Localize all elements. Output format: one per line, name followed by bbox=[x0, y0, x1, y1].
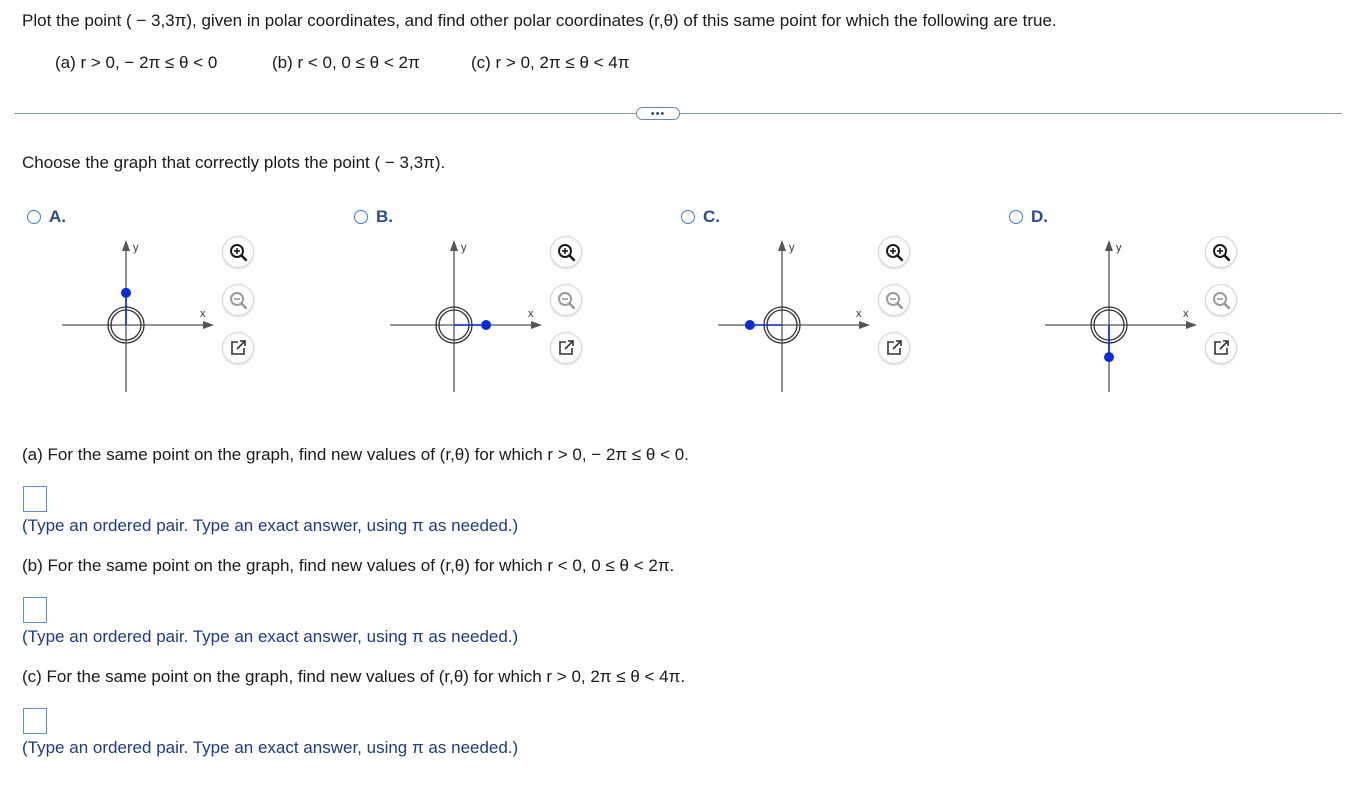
open-graph-button-b[interactable] bbox=[551, 333, 581, 363]
y-axis-arrow bbox=[1105, 240, 1113, 251]
zoom-out-icon bbox=[885, 291, 903, 309]
option-a[interactable] bbox=[27, 207, 66, 227]
zoom-in-button-d[interactable] bbox=[1206, 237, 1236, 267]
zoom-in-icon bbox=[1212, 243, 1230, 261]
zoom-in-button-b[interactable] bbox=[551, 237, 581, 267]
option-b[interactable] bbox=[354, 207, 393, 227]
x-axis-label: x bbox=[856, 308, 862, 320]
option-letter-b: B. bbox=[376, 207, 393, 226]
answer-input-c[interactable] bbox=[23, 708, 47, 734]
plotted-point bbox=[481, 320, 491, 330]
open-external-icon bbox=[229, 339, 247, 357]
condition-a: (a) r > 0, − 2π ≤ θ < 0 bbox=[55, 53, 218, 72]
zoom-in-icon bbox=[557, 243, 575, 261]
part-a-prompt: (a) For the same point on the graph, find new values of (r,θ) for which r > 0, − 2π ≤ θ < 0. bbox=[22, 445, 689, 464]
y-axis-label: y bbox=[1116, 242, 1122, 254]
option-letter-a: A. bbox=[49, 207, 66, 226]
y-axis-arrow bbox=[778, 240, 786, 251]
x-axis-label: x bbox=[1183, 308, 1189, 320]
zoom-in-button-c[interactable] bbox=[879, 237, 909, 267]
zoom-out-button-d[interactable] bbox=[1206, 285, 1236, 315]
plotted-point bbox=[745, 320, 755, 330]
open-external-icon bbox=[1212, 339, 1230, 357]
zoom-out-icon bbox=[557, 291, 575, 309]
x-axis-label: x bbox=[528, 308, 534, 320]
part-c-prompt: (c) For the same point on the graph, find new values of (r,θ) for which r > 0, 2π ≤ θ < 4π. bbox=[22, 667, 686, 686]
plotted-point bbox=[121, 288, 131, 298]
polar-graph-d bbox=[1043, 232, 1213, 397]
zoom-out-button-c[interactable] bbox=[879, 285, 909, 315]
open-external-icon bbox=[885, 339, 903, 357]
x-axis-label: x bbox=[200, 308, 206, 320]
answer-input-a[interactable] bbox=[23, 486, 47, 512]
zoom-in-button-a[interactable] bbox=[223, 237, 253, 267]
part-b-hint: (Type an ordered pair. Type an exact answer, using π as needed.) bbox=[22, 627, 519, 646]
option-letter-d: D. bbox=[1031, 207, 1048, 226]
open-external-icon bbox=[557, 339, 575, 357]
part-a-hint: (Type an ordered pair. Type an exact answer, using π as needed.) bbox=[22, 516, 519, 535]
plotted-point bbox=[1104, 352, 1114, 362]
zoom-out-icon bbox=[229, 291, 247, 309]
zoom-out-icon bbox=[1212, 291, 1230, 309]
zoom-out-button-b[interactable] bbox=[551, 285, 581, 315]
y-axis-label: y bbox=[789, 242, 795, 254]
condition-c: (c) r > 0, 2π ≤ θ < 4π bbox=[471, 53, 630, 72]
option-letter-c: C. bbox=[703, 207, 720, 226]
x-axis-arrow bbox=[531, 321, 542, 329]
radio-button-d[interactable] bbox=[1009, 210, 1023, 224]
zoom-in-icon bbox=[229, 243, 247, 261]
radio-button-a[interactable] bbox=[27, 210, 41, 224]
open-graph-button-c[interactable] bbox=[879, 333, 909, 363]
x-axis-arrow bbox=[1186, 321, 1197, 329]
answer-input-b[interactable] bbox=[23, 597, 47, 623]
polar-graph-c bbox=[716, 232, 886, 397]
y-axis-label: y bbox=[133, 242, 139, 254]
zoom-out-button-a[interactable] bbox=[223, 285, 253, 315]
y-axis-arrow bbox=[450, 240, 458, 251]
radio-button-b[interactable] bbox=[354, 210, 368, 224]
polar-graph-a bbox=[60, 232, 230, 397]
problem-statement: Plot the point ( − 3,3π), given in polar coordinates, and find other polar coordinates (r,θ) of this same point for which the following are true. bbox=[22, 11, 1057, 30]
option-c[interactable] bbox=[681, 207, 720, 227]
question-prompt: Choose the graph that correctly plots the point ( − 3,3π). bbox=[22, 153, 446, 172]
open-graph-button-a[interactable] bbox=[223, 333, 253, 363]
option-d[interactable] bbox=[1009, 207, 1048, 227]
expand-more-button[interactable]: ••• bbox=[636, 107, 680, 120]
part-b-prompt: (b) For the same point on the graph, find new values of (r,θ) for which r < 0, 0 ≤ θ < 2π. bbox=[22, 556, 675, 575]
y-axis-label: y bbox=[461, 242, 467, 254]
x-axis-arrow bbox=[859, 321, 870, 329]
open-graph-button-d[interactable] bbox=[1206, 333, 1236, 363]
part-c-hint: (Type an ordered pair. Type an exact answer, using π as needed.) bbox=[22, 738, 519, 757]
polar-graph-b bbox=[388, 232, 558, 397]
zoom-in-icon bbox=[885, 243, 903, 261]
radio-button-c[interactable] bbox=[681, 210, 695, 224]
x-axis-arrow bbox=[203, 321, 214, 329]
condition-b: (b) r < 0, 0 ≤ θ < 2π bbox=[272, 53, 420, 72]
y-axis-arrow bbox=[122, 240, 130, 251]
